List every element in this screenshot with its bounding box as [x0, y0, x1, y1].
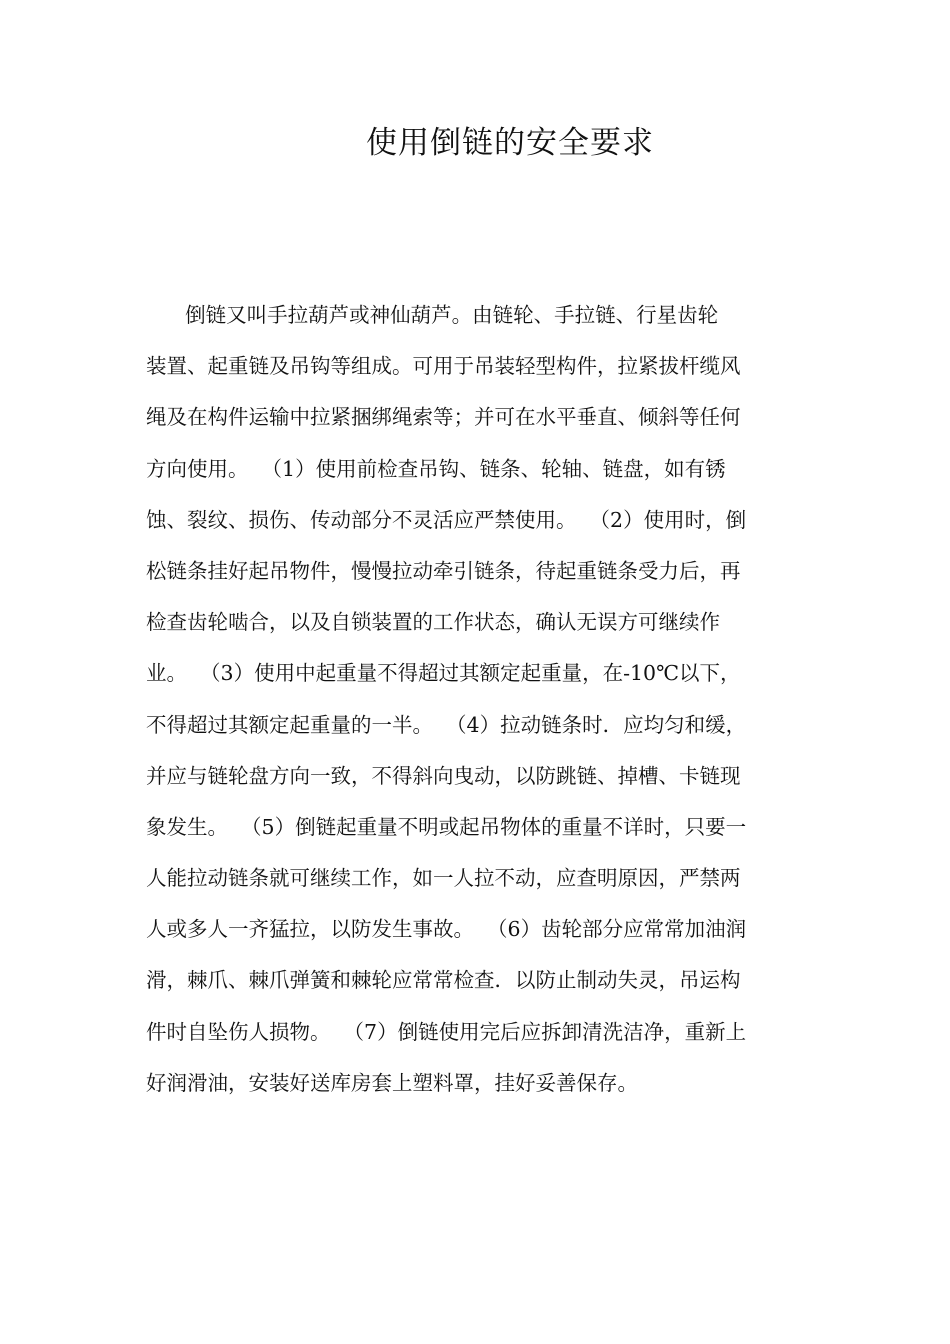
- body-line: 装置、起重链及吊钩等组成。可用于吊装轻型构件，拉紧拔杆缆风: [146, 354, 741, 379]
- body-line: 不得超过其额定起重量的一半。 （4）拉动链条时．应均匀和缓，: [146, 712, 747, 737]
- document-title: 使用倒链的安全要求: [366, 125, 654, 161]
- body-line: 件时自坠伤人损物。 （7）倒链使用完后应拆卸清洗洁净，重新上: [146, 1019, 747, 1044]
- body-line: 绳及在构件运输中拉紧捆绑绳索等；并可在水平垂直、倾斜等任何: [146, 405, 741, 430]
- body-line: 象发生。 （5）倒链起重量不明或起吊物体的重量不详时，只要一: [146, 814, 747, 839]
- body-line: 滑，棘爪、棘爪弹簧和棘轮应常常检查．以防止制动失灵，吊运构: [146, 968, 741, 993]
- body-line: 检查齿轮啮合，以及自锁装置的工作状态，确认无误方可继续作: [146, 610, 720, 635]
- body-line: 人能拉动链条就可继续工作，如一人拉不动，应查明原因，严禁两: [146, 866, 741, 891]
- body-line: 蚀、裂纹、损伤、传动部分不灵活应严禁使用。 （2）使用时，倒: [146, 507, 747, 532]
- body-line: 好润滑油，安装好送库房套上塑料罩，挂好妥善保存。: [146, 1070, 638, 1095]
- body-line: 倒链又叫手拉葫芦或神仙葫芦。由链轮、手拉链、行星齿轮: [146, 303, 719, 327]
- body-line: 并应与链轮盘方向一致，不得斜向曳动，以防跳链、掉槽、卡链现: [146, 763, 741, 788]
- body-line: 业。 （3）使用中起重量不得超过其额定起重量，在-10℃以下，: [146, 661, 741, 686]
- document-body: [146, 290, 810, 1109]
- body-line: 方向使用。 （1）使用前检查吊钩、链条、轮轴、链盘，如有锈: [146, 456, 726, 481]
- body-line: 人或多人一齐猛拉，以防发生事故。 （6）齿轮部分应常常加油润: [146, 917, 747, 942]
- body-line: 松链条挂好起吊物件，慢慢拉动牵引链条，待起重链条受力后，再: [146, 558, 741, 583]
